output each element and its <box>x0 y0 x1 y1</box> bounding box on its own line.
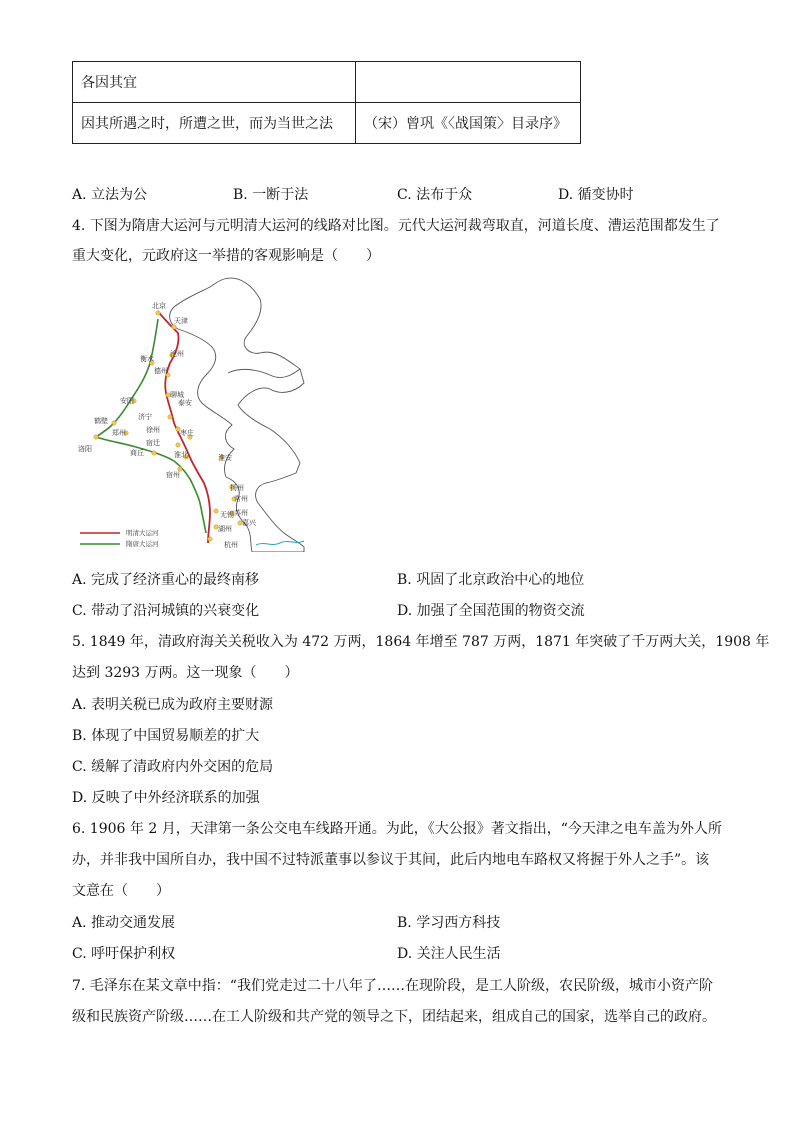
q6-option-b: B. 学习西方科技 <box>397 915 501 931</box>
table-row <box>73 62 581 103</box>
city-dot <box>156 311 160 315</box>
q6-option-c: C. 呼吁保护利权 <box>72 946 176 962</box>
q3-option-c: C. 法布于众 <box>397 187 473 203</box>
city-label: 扬州 <box>230 484 244 492</box>
city-dot <box>168 415 172 419</box>
city-dot <box>208 537 212 541</box>
city-dot <box>172 325 176 329</box>
city-label: 商丘 <box>130 449 144 457</box>
city-label: 洛阳 <box>78 445 92 453</box>
city-label: 济宁 <box>138 413 152 421</box>
city-label: 安阳 <box>120 397 134 405</box>
q7-stem-cont: 级和民族资产阶级……在工人阶级和共产党的领导之下，团结起来，组成自己的国家，选举自己的政府。 <box>72 1009 716 1025</box>
q5-stem-cont: 达到 3293 万两。这一现象（ ） <box>72 665 299 681</box>
city-label: 徐州 <box>146 426 160 434</box>
city-label: 无锡 <box>220 511 234 519</box>
city-label: 淮北 <box>174 451 188 459</box>
city-label: 北京 <box>152 302 166 310</box>
city-label: 聊城 <box>170 391 184 399</box>
city-dot <box>94 435 98 439</box>
sui-tang-canal-south <box>96 437 206 533</box>
table-cell: 各因其宜 <box>73 62 356 103</box>
q3-option-b: B. 一断于法 <box>233 187 309 203</box>
q6-option-a: A. 推动交通发展 <box>72 915 176 931</box>
city-dot <box>214 509 218 513</box>
q4-option-d: D. 加强了全国范围的物资交流 <box>397 603 585 619</box>
city-label: 淮安 <box>218 454 232 462</box>
city-dot <box>112 421 116 425</box>
city-label: 常州 <box>234 495 248 503</box>
city-label: 湖州 <box>218 525 232 533</box>
q3-option-a: A. 立法为公 <box>72 187 148 203</box>
peninsula <box>228 369 300 377</box>
city-label: 宿州 <box>166 471 180 479</box>
q5-option-d: D. 反映了中外经济联系的加强 <box>72 790 260 806</box>
city-dot <box>176 443 180 447</box>
city-label: 苏州 <box>234 509 248 517</box>
q5-option-a: A. 表明关税已成为政府主要财源 <box>72 697 274 713</box>
table-cell: （宋）曾巩《〈战国策〉目录序》 <box>356 103 581 144</box>
city-label: 德州 <box>154 367 168 375</box>
legend-label: 隋唐大运河 <box>126 540 159 548</box>
q6-option-d: D. 关注人民生活 <box>397 946 501 962</box>
q4-option-a: A. 完成了经济重心的最终南移 <box>72 572 260 588</box>
q3-option-d: D. 循变协时 <box>558 187 634 203</box>
q6-stem-cont: 办，并非我中国所自办，我中国不过特派董事以参议于其间，此后内地电车路权又将握于外人之手”。该 <box>72 852 710 868</box>
grand-canal-map <box>74 277 306 552</box>
city-label: 鹤壁 <box>94 417 108 425</box>
table-cell <box>356 62 581 103</box>
city-label: 泰安 <box>178 399 192 407</box>
q5-option-b: B. 体现了中国贸易顺差的扩大 <box>72 728 260 744</box>
table-row <box>73 103 581 144</box>
q4-option-b: B. 巩固了北京政治中心的地位 <box>397 572 585 588</box>
q4-stem: 4. 下图为隋唐大运河与元明清大运河的线路对比图。元代大运河裁弯取直，河道长度、漕运范围都发生了 <box>72 218 720 234</box>
city-label: 杭州 <box>224 541 238 549</box>
q5-stem: 5. 1849 年，清政府海关关税收入为 472 万两，1864 年增至 787 万两，1871 年突破了千万两大关，1908 年 <box>72 634 770 650</box>
city-label: 沧州 <box>170 350 184 358</box>
city-label: 嘉兴 <box>242 519 256 527</box>
city-label: 枣庄 <box>180 429 194 437</box>
q6-stem: 6. 1906 年 2 月，天津第一条公交电车线路开通。为此，《大公报》著文指出，“今天津之电车盖为外人所 <box>72 821 722 837</box>
q4-stem-cont: 重大变化，元政府这一举措的客观影响是（ ） <box>72 248 380 264</box>
quote-table <box>72 61 581 144</box>
city-label: 衡水 <box>140 355 154 363</box>
city-label: 郑州 <box>112 429 126 437</box>
ming-qing-canal <box>158 311 210 543</box>
q6-stem-cont: 文意在（ ） <box>72 883 170 899</box>
q4-option-c: C. 带动了沿河城镇的兴衰变化 <box>72 603 260 619</box>
table-cell: 因其所遇之时，所遭之世，而为当世之法 <box>73 103 356 144</box>
city-label: 宿迁 <box>146 439 160 447</box>
legend-label: 明清大运河 <box>126 529 159 537</box>
city-dot <box>152 451 156 455</box>
q7-stem: 7. 毛泽东在某文章中指：“我们党走过二十八年了……在现阶段，是工人阶级，农民阶级，城市小资产阶 <box>72 978 713 994</box>
q5-option-c: C. 缓解了清政府内外交困的危局 <box>72 759 274 775</box>
city-label: 天津 <box>174 317 188 325</box>
